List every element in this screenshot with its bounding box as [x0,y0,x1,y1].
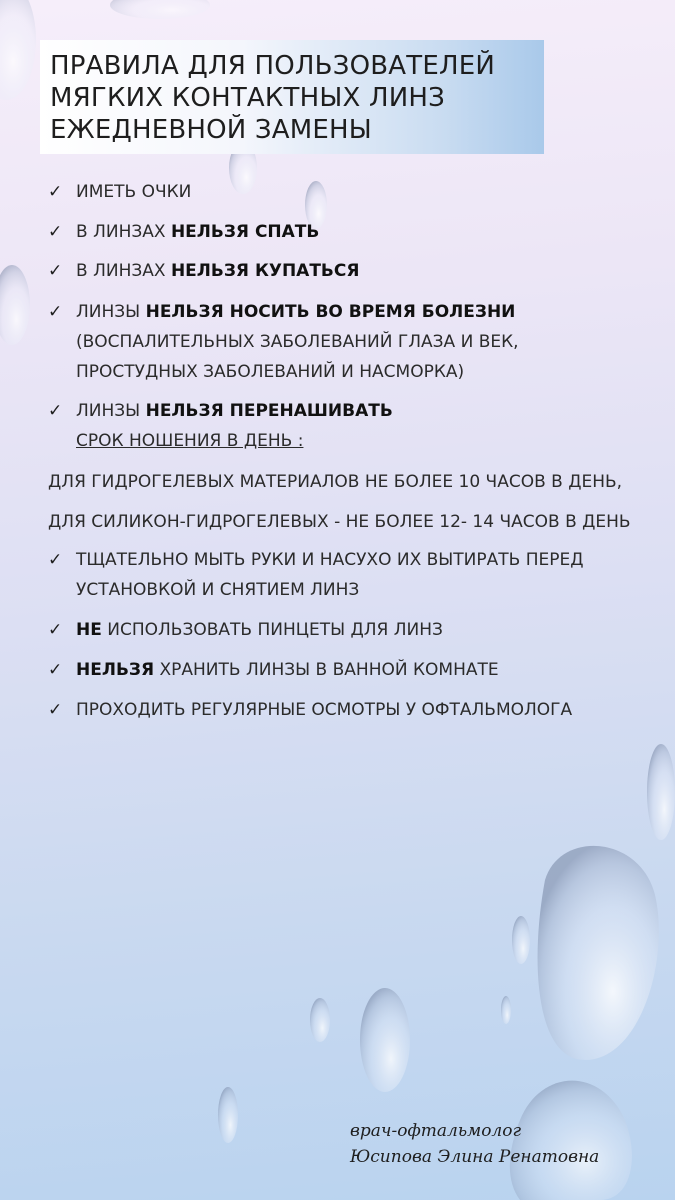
signature-role: врач-офтальмолог [350,1121,522,1141]
rule-no-sleep-bold: НЕЛЬЗЯ СПАТЬ [170,222,320,242]
rule-regular-checkups: ПРОХОДИТЬ РЕГУЛЯРНЫЕ ОСМОТРЫ У ОФТАЛЬМОЛОГА [76,700,573,720]
hydrogel-limit: ДЛЯ ГИДРОГЕЛЕВЫХ МАТЕРИАЛОВ НЕ БОЛЕЕ 10 ЧАСОВ В ДЕНЬ, [48,472,623,492]
rule-glasses [76,178,191,206]
checkmark-icon: ✓ [48,222,63,242]
rule-no-illness-detail-1: (ВОСПАЛИТЕЛЬНЫХ ЗАБОЛЕВАНИЙ ГЛАЗА И ВЕК, [76,332,519,352]
rule-no-bathing [76,257,359,285]
silicone-hydrogel-limit: ДЛЯ СИЛИКОН-ГИДРОГЕЛЕВЫХ - НЕ БОЛЕЕ 12- 14 ЧАСОВ В ДЕНЬ [48,512,631,532]
checkmark-icon: ✓ [48,660,63,680]
checkmark-icon: ✓ [48,401,63,421]
checkmark-icon: ✓ [48,302,63,322]
checkmark-icon: ✓ [48,261,63,281]
rule-no-sleep-prefix: В ЛИНЗАХ [76,222,171,242]
rule-no-illness-detail-2: ПРОСТУДНЫХ ЗАБОЛЕВАНИЙ И НАСМОРКА) [76,362,465,382]
drop-left-middle [0,265,30,345]
checkmark-icon: ✓ [48,620,63,640]
rule-no-overwear-prefix: ЛИНЗЫ [76,401,146,421]
rule-no-overwear-bold: НЕЛЬЗЯ ПЕРЕНАШИВАТЬ [145,401,393,421]
title-banner [40,40,544,154]
signature-name: Юсипова Элина Ренатовна [350,1147,600,1167]
rule-no-bathroom-storage-text: ХРАНИТЬ ЛИНЗЫ В ВАННОЙ КОМНАТЕ [154,660,499,680]
rule-no-tweezers-text: ИСПОЛЬЗОВАТЬ ПИНЦЕТЫ ДЛЯ ЛИНЗ [101,620,443,640]
rule-wash-hands-continued: УСТАНОВКОЙ И СНЯТИЕМ ЛИНЗ [76,580,360,600]
rule-wash-hands: ТЩАТЕЛЬНО МЫТЬ РУКИ И НАСУХО ИХ ВЫТИРАТЬ ПЕРЕД [76,550,584,570]
wear-duration-heading: СРОК НОШЕНИЯ В ДЕНЬ : [76,431,304,451]
rule-no-sleep [76,218,319,246]
checkmark-icon: ✓ [48,550,63,570]
checkmark-icon: ✓ [48,700,63,720]
drop-top-left [0,0,36,100]
rule-no-illness-prefix: ЛИНЗЫ [76,302,146,322]
rule-no-overwear [76,397,393,425]
title-line-3: ЕЖЕДНЕВНОЙ ЗАМЕНЫ [50,115,372,145]
rule-no-bathing-prefix: В ЛИНЗАХ [76,261,171,281]
title-line-2: МЯГКИХ КОНТАКТНЫХ ЛИНЗ [50,83,446,113]
rule-no-bathing-bold: НЕЛЬЗЯ КУПАТЬСЯ [170,261,360,281]
rule-no-illness [76,298,515,326]
checkmark-icon: ✓ [48,182,63,202]
rule-no-bathroom-storage [76,656,499,684]
rule-glasses-text: ИМЕТЬ ОЧКИ [76,182,192,202]
rule-no-tweezers-bold: НЕ [76,620,102,640]
title-line-1: ПРАВИЛА ДЛЯ ПОЛЬЗОВАТЕЛЕЙ [50,51,495,81]
rule-no-bathroom-storage-bold: НЕЛЬЗЯ [76,660,155,680]
rule-no-tweezers [76,616,443,644]
rule-no-illness-bold: НЕЛЬЗЯ НОСИТЬ ВО ВРЕМЯ БОЛЕЗНИ [145,302,516,322]
